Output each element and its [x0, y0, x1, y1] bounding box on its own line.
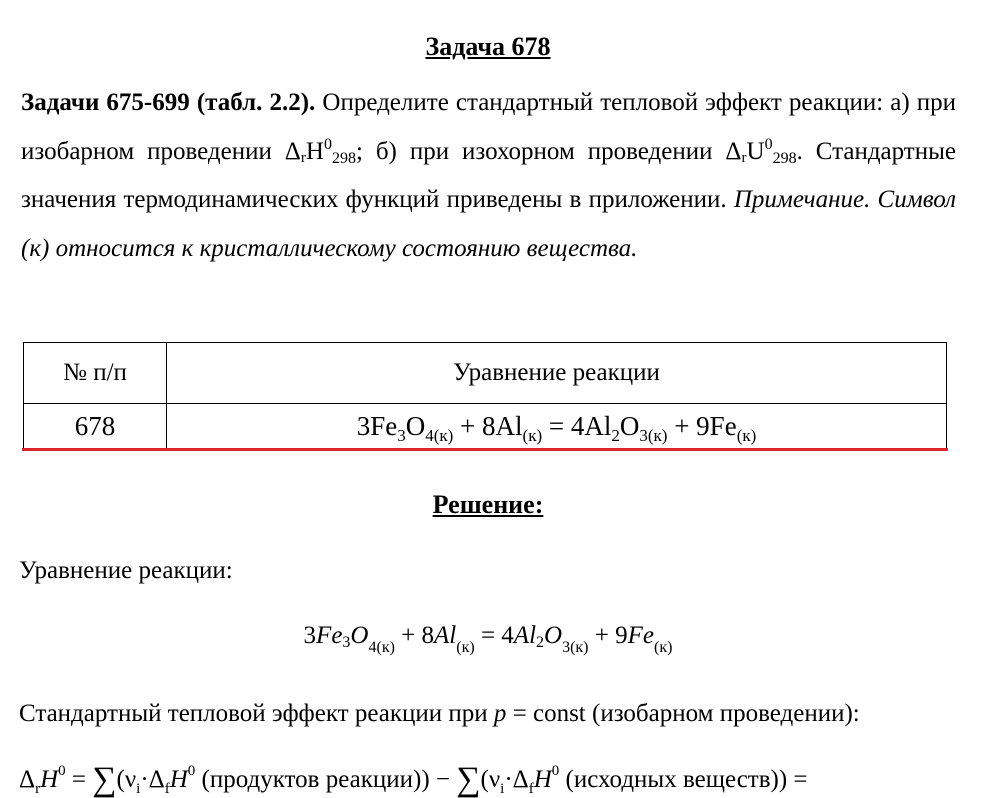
column-header-equation: Уравнение реакции — [167, 343, 947, 404]
row-number-cell: 678 — [24, 404, 167, 449]
table-row — [24, 404, 947, 449]
task-title: Задача 678 — [425, 32, 551, 61]
column-header-number: № п/п — [24, 343, 167, 404]
table-bottom-red-line — [22, 448, 948, 451]
isobaric-sentence: Стандартный тепловой эффект реакции при p = const (изобарном проведении): — [19, 700, 860, 727]
table-header-row — [24, 343, 947, 404]
reaction-label: Уравнение реакции: — [19, 557, 233, 584]
reaction-table — [23, 342, 947, 449]
reaction-equation: $3Fe_3O_{4(к)} + 8Al_{(к)} = 4Al_2O_{3(к)} + 9Fe_{(к)}$ — [303, 622, 673, 656]
task-note: Примечание. Символ (к) относится к кристаллическому состоянию вещества. — [21, 186, 956, 262]
row-equation-cell: $3Fe_3O_{4(к)} + 8Al_{(к)} = 4Al_2O_{3(к)} + 9Fe_{(к)}$ — [167, 404, 947, 449]
task-range: Задачи 675-699 (табл. 2.2). — [21, 89, 316, 116]
enthalpy-formula: $\Delta_rH^0 = \sum(\nu_i\cdot\Delta_fH^0$ (продуктов реакции)) − $\sum(\nu_i\cdot\Delta_fH^0$ (исходных веществ)) = — [19, 762, 808, 798]
solution-heading: Решение: — [432, 490, 544, 519]
task-statement: Задачи 675-699 (табл. 2.2). Определите стандартный тепловой эффект реакции: а) при изобарном проведении ΔrH$^0_{298}$; б) при изохорном проведении ΔrU$^0_{298}$. Стандартные значения термодинамических функций приведены в приложении. Примечание. Символ (к) относится к кристаллическому состоянию вещества. — [21, 89, 957, 262]
